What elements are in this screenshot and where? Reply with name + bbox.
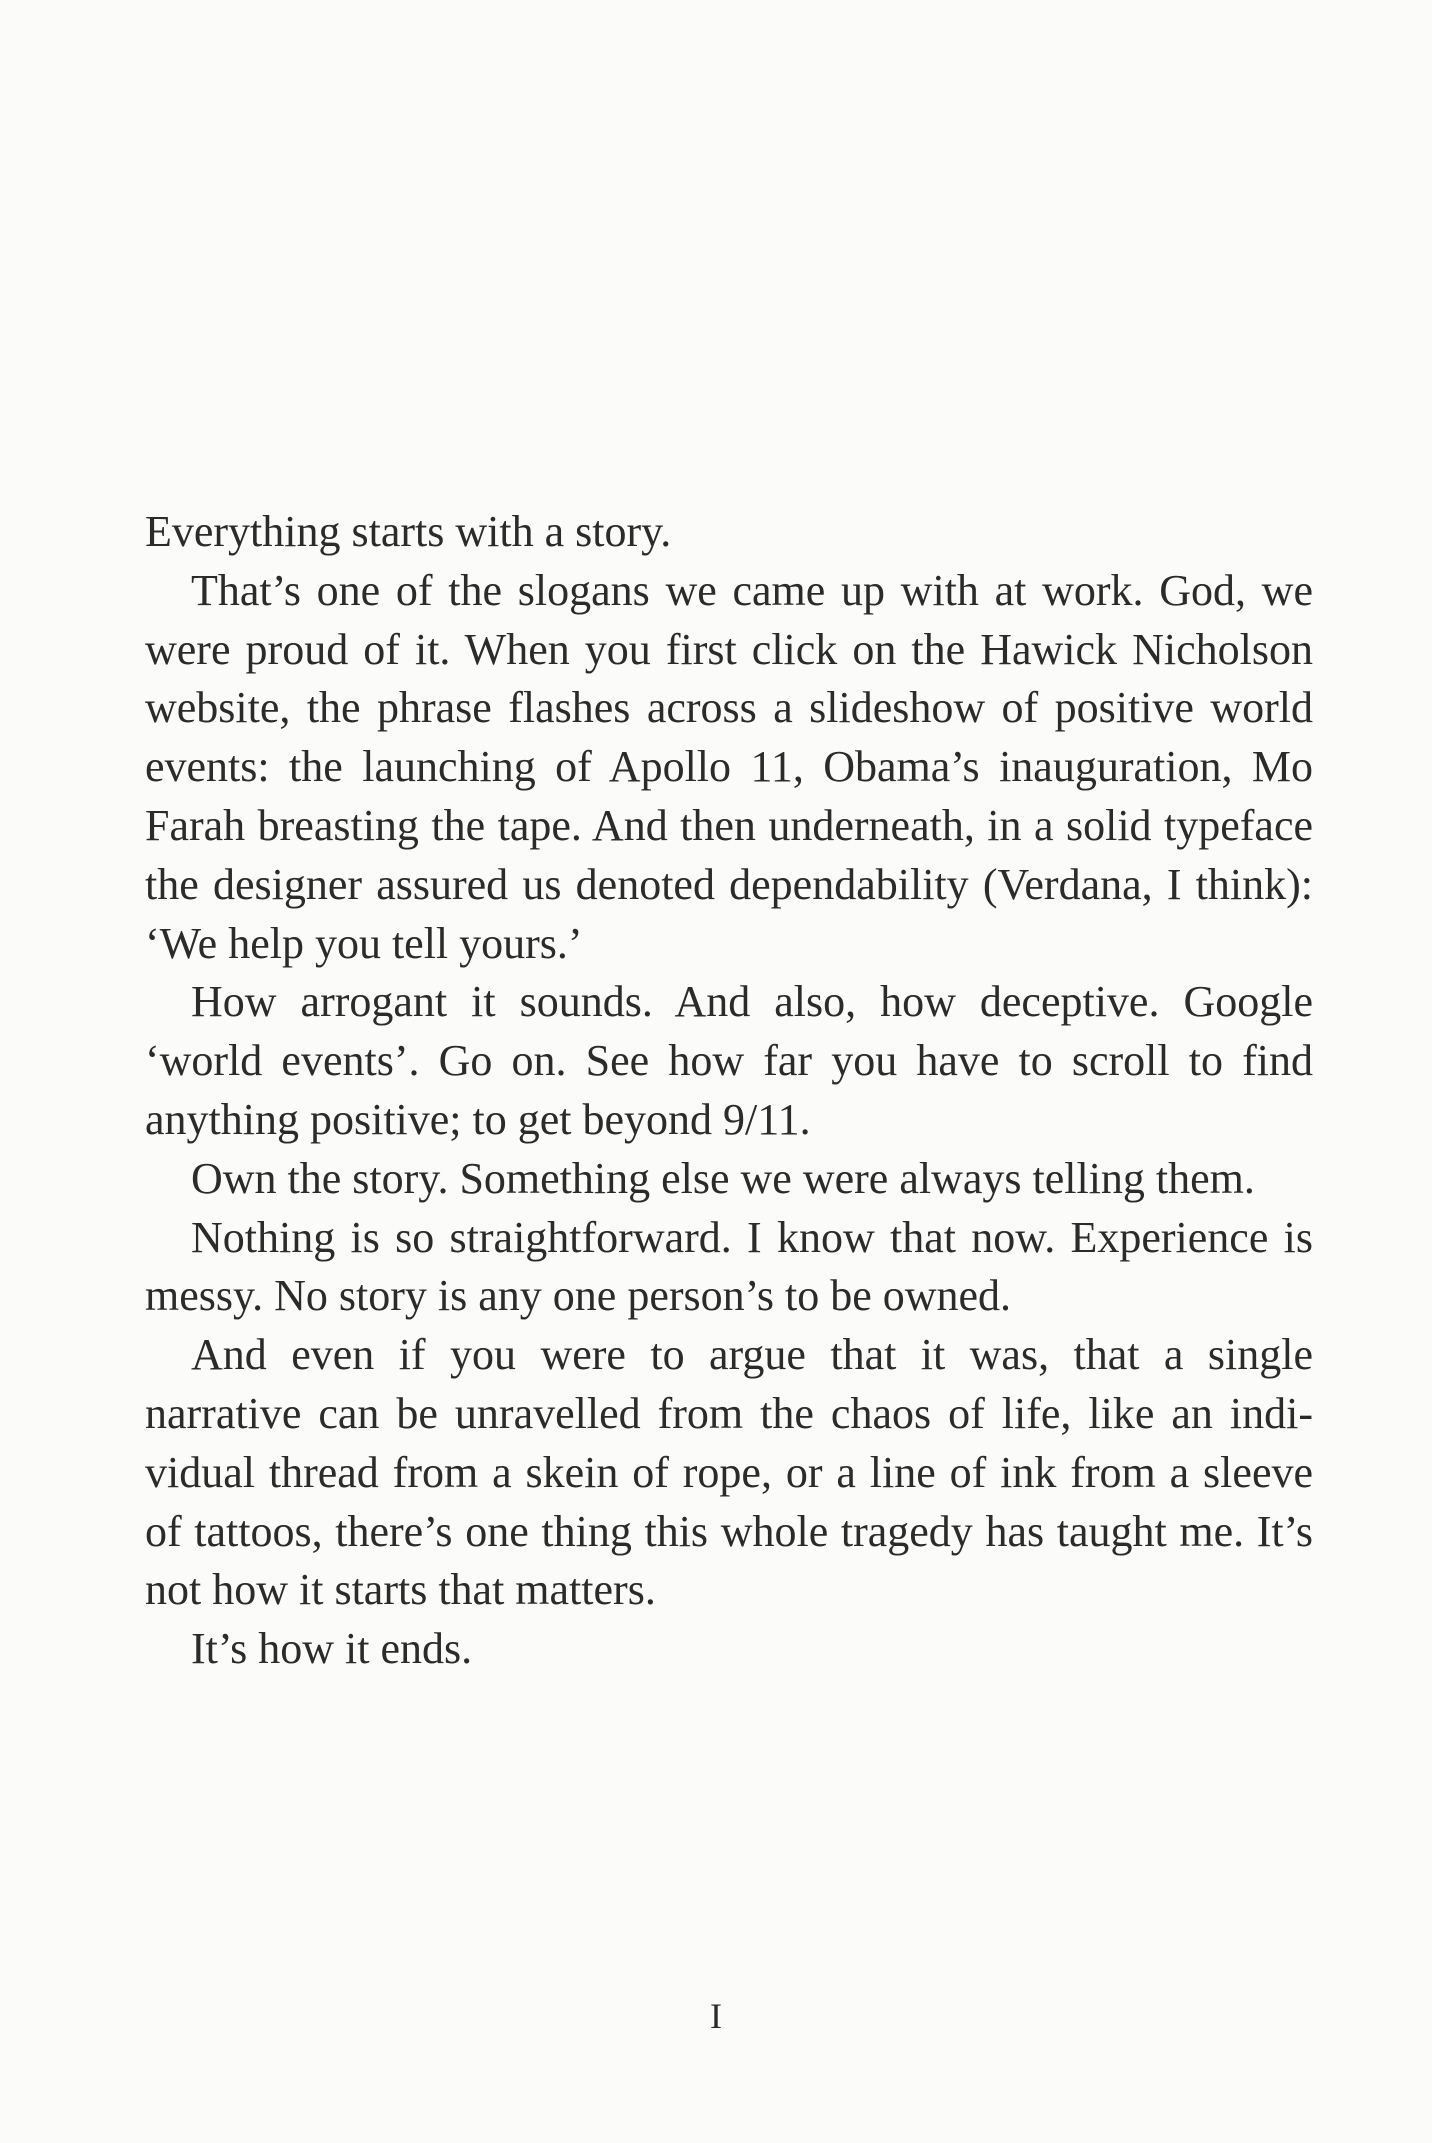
paragraph-opening: Everything starts with a story.: [145, 507, 672, 556]
page-number: I: [710, 1996, 722, 2036]
paragraph-how-it-ends: It’s how it ends.: [191, 1624, 473, 1674]
paragraph-slogan: That’s one of the slogans we came up with at work. God, we were proud of it. When you first click on the Hawick Nicholson website, the phrase flashes across a slideshow of positive world events: the launching of Apollo 11, Obama’s inauguration, Mo Farah breasting the tape. And then underneath, in a solid typeface the designer assured us denoted dependability (Verdana, I think): ‘We help you tell yours.’: [145, 565, 1313, 968]
body-text: [145, 503, 1313, 1679]
paragraph-own-the-story: Own the story. Something else we were always telling them.: [191, 1153, 1255, 1203]
paragraph-even-if: And even if you were to argue that it was, that a single narrative can be unravelled from the chaos of life, like an individual thread from a skein of rope, or a line of ink from a sleeve of tattoos, there’s one thing this whole tragedy has taught me. It’s not how it starts that matters.: [145, 1330, 1313, 1615]
paragraph-arrogant: How arrogant it sounds. And also, how deceptive. Google ‘world events’. Go on. See how far you have to scroll to find anything positive; to get beyond 9/11.: [145, 977, 1313, 1144]
paragraph-nothing-straightforward: Nothing is so straightforward. I know that now. Experience is messy. No story is any one person’s to be owned.: [145, 1212, 1313, 1321]
